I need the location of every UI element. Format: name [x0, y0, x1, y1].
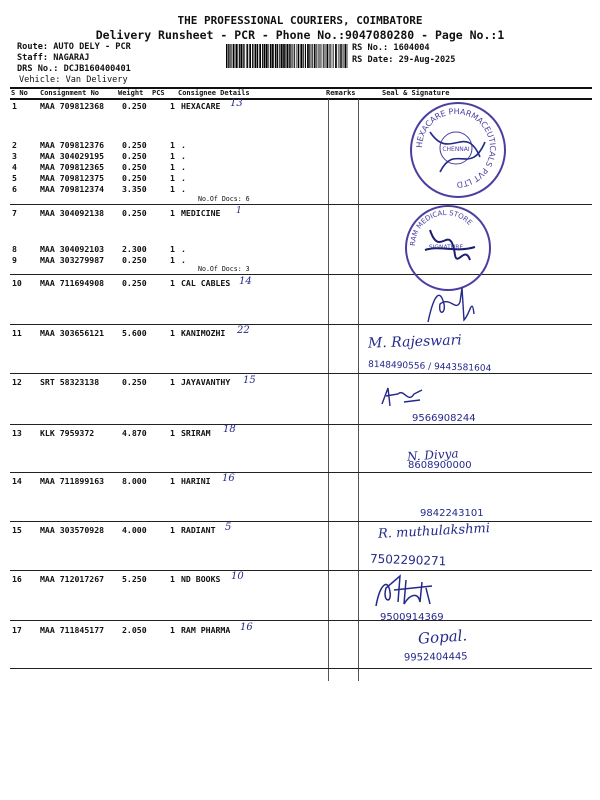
barcode-bar — [235, 44, 236, 68]
signature-row-17: Gopal. — [417, 626, 468, 648]
seal-text: RAM MEDICAL STORE — [408, 208, 474, 247]
pcs: 1 — [170, 328, 175, 338]
seal-center-text: CHENNAI — [442, 146, 470, 153]
consignee-name: RAM PHARMA — [181, 625, 231, 635]
barcode-bar — [329, 44, 330, 68]
weight: 4.000 — [122, 525, 147, 535]
handwritten-count: 1 — [236, 206, 242, 216]
handwritten-count: 18 — [223, 424, 236, 435]
pcs: 1 — [170, 255, 175, 265]
row-8: 8 — [12, 244, 17, 254]
consignment-no: MAA 304092138 — [40, 208, 105, 218]
weight: 0.250 — [122, 162, 147, 172]
row-14: 14 — [12, 476, 22, 486]
row-12: 12 — [12, 377, 22, 387]
col-sno: S No — [11, 89, 28, 97]
row-1: 1 — [12, 101, 17, 111]
handwritten-count: 16 — [240, 622, 253, 633]
row-divider — [10, 324, 592, 325]
barcode-bar — [347, 44, 348, 68]
pcs: 1 — [170, 184, 175, 194]
barcode-bar — [338, 44, 339, 68]
barcode-bar — [341, 44, 342, 68]
route: Route: AUTO DELY - PCR — [17, 42, 131, 52]
barcode-bar — [246, 44, 247, 68]
weight: 0.250 — [122, 140, 147, 150]
row-10: 10 — [12, 278, 22, 288]
pcs: 1 — [170, 625, 175, 635]
consignee-name: . — [181, 162, 186, 172]
barcode-bar — [312, 44, 313, 68]
barcode-bar — [323, 44, 324, 68]
barcode-bar — [277, 44, 278, 68]
pcs: 1 — [170, 101, 175, 111]
consignee-name: KANIMOZHI — [181, 328, 226, 338]
pcs: 1 — [170, 278, 175, 288]
company-title: THE PROFESSIONAL COURIERS, COIMBATORE — [177, 14, 423, 27]
handwritten-count: 22 — [237, 325, 250, 336]
weight: 0.250 — [122, 208, 147, 218]
barcode-bar — [333, 44, 334, 68]
signature-scribble — [420, 284, 480, 328]
no-of-docs: No.Of Docs: 6 — [198, 195, 250, 203]
svg-text:RAM MEDICAL STORE — [409, 209, 474, 246]
seal-center-text: SIGNATURE — [428, 244, 464, 251]
consignment-no: MAA 709812374 — [40, 184, 105, 194]
phone-row-17: 9952404445 — [403, 651, 468, 664]
consignee-name: . — [181, 151, 186, 161]
col-consignee: Consignee Details — [178, 89, 250, 97]
row-divider — [10, 570, 592, 571]
weight: 0.250 — [122, 255, 147, 265]
pcs: 1 — [170, 208, 175, 218]
row-divider — [10, 373, 592, 374]
pcs: 1 — [170, 476, 175, 486]
pcs: 1 — [170, 428, 175, 438]
drs-number: DRS No.: DCJB160400401 — [17, 64, 131, 74]
row-divider — [10, 472, 592, 473]
rs-number: RS No.: 1604004 — [352, 43, 430, 53]
barcode — [226, 44, 348, 68]
consignment-no: MAA 709812368 — [40, 101, 105, 111]
barcode-bar — [244, 44, 245, 68]
consignment-no: MAA 709812375 — [40, 173, 105, 183]
col-seal: Seal & Signature — [382, 89, 450, 97]
pcs: 1 — [170, 574, 175, 584]
handwritten-count: 5 — [225, 522, 232, 533]
weight: 2.050 — [122, 625, 147, 635]
consignment-no: MAA 304092103 — [40, 244, 105, 254]
barcode-bar — [300, 44, 302, 68]
barcode-bar — [229, 44, 230, 68]
consignee-name: ND BOOKS — [181, 574, 221, 584]
barcode-bar — [240, 44, 242, 68]
phone-row-12: 9566908244 — [412, 413, 476, 424]
weight: 0.250 — [122, 173, 147, 183]
remarks-left-rule — [328, 99, 329, 681]
barcode-bar — [243, 44, 244, 68]
consignee-name: CAL CABLES — [181, 278, 231, 288]
barcode-bar — [303, 44, 304, 68]
barcode-bar — [327, 44, 329, 68]
row-7: 7 — [12, 208, 17, 218]
seal-text: HEXACARE PHARMACEUTICALS PVT LTD — [414, 106, 498, 190]
pcs: 1 — [170, 244, 175, 254]
barcode-bar — [335, 44, 337, 68]
barcode-bar — [281, 44, 283, 68]
col-weight: Weight — [118, 89, 144, 97]
consignment-no: SRT 58323138 — [40, 377, 100, 387]
pcs: 1 — [170, 173, 175, 183]
pcs: 1 — [170, 162, 175, 172]
consignment-no: MAA 303656121 — [40, 328, 105, 338]
barcode-bar — [259, 44, 261, 68]
barcode-bar — [318, 44, 319, 68]
remarks-right-rule — [358, 99, 359, 681]
weight: 2.300 — [122, 244, 147, 254]
barcode-bar — [344, 44, 345, 68]
weight: 0.250 — [122, 151, 147, 161]
row-9: 9 — [12, 255, 17, 265]
signature-row-16 — [370, 572, 442, 612]
pcs: 1 — [170, 140, 175, 150]
consignee-name: . — [181, 140, 186, 150]
barcode-bar — [236, 44, 238, 68]
phone-row-15: 7502290271 — [369, 551, 447, 569]
weight: 5.250 — [122, 574, 147, 584]
consignee-name: . — [181, 173, 186, 183]
barcode-bar — [314, 44, 315, 68]
signature-row-11: M. Rajeswari — [367, 332, 463, 352]
signature-row-15: R. muthulakshmi — [377, 521, 491, 542]
barcode-bar — [255, 44, 256, 68]
phone-row-14b: 9842243101 — [420, 508, 484, 519]
barcode-bar — [332, 44, 333, 68]
weight: 0.250 — [122, 278, 147, 288]
row-divider — [10, 521, 592, 522]
handwritten-count: 14 — [239, 276, 252, 287]
barcode-bar — [230, 44, 231, 68]
row-13: 13 — [12, 428, 22, 438]
barcode-bar — [268, 44, 269, 68]
row-6: 6 — [12, 184, 17, 194]
row-divider — [10, 668, 592, 669]
barcode-bar — [233, 44, 235, 68]
consignee-name: HEXACARE — [181, 101, 221, 111]
barcode-bar — [257, 44, 259, 68]
consignee-name: MEDICINE — [181, 208, 221, 218]
barcode-bar — [298, 44, 300, 68]
barcode-bar — [294, 44, 295, 68]
barcode-bar — [307, 44, 309, 68]
barcode-bar — [322, 44, 323, 68]
barcode-bar — [285, 44, 286, 68]
consignment-no: KLK 7959372 — [40, 428, 95, 438]
consignment-no: MAA 712017267 — [40, 574, 105, 584]
row-5: 5 — [12, 173, 17, 183]
col-pcs: PCS — [152, 89, 165, 97]
weight: 5.600 — [122, 328, 147, 338]
barcode-bar — [272, 44, 274, 68]
col-remarks: Remarks — [326, 89, 356, 97]
store-seal-stamp — [405, 205, 491, 291]
consignment-no: MAA 711899163 — [40, 476, 105, 486]
row-3: 3 — [12, 151, 17, 161]
barcode-bar — [315, 44, 316, 68]
barcode-bar — [290, 44, 291, 68]
consignment-no: MAA 711845177 — [40, 625, 105, 635]
company-seal-stamp — [410, 102, 506, 198]
consignee-name: SRIRAM — [181, 428, 211, 438]
barcode-bar — [340, 44, 341, 68]
row-4: 4 — [12, 162, 17, 172]
weight: 8.000 — [122, 476, 147, 486]
barcode-bar — [345, 44, 347, 68]
staff: Staff: NAGARAJ — [17, 53, 90, 63]
row-2: 2 — [12, 140, 17, 150]
handwritten-count: 16 — [222, 473, 235, 484]
pcs: 1 — [170, 525, 175, 535]
barcode-bar — [305, 44, 306, 68]
row-15: 15 — [12, 525, 22, 535]
barcode-bar — [226, 44, 227, 68]
row-11: 11 — [12, 328, 22, 338]
barcode-bar — [252, 44, 253, 68]
consignee-name: . — [181, 244, 186, 254]
barcode-bar — [296, 44, 297, 68]
barcode-bar — [254, 44, 255, 68]
barcode-bar — [320, 44, 321, 68]
barcode-bar — [289, 44, 290, 68]
consignment-no: MAA 303279987 — [40, 255, 105, 265]
weight: 3.350 — [122, 184, 147, 194]
barcode-bar — [275, 44, 277, 68]
barcode-bar — [279, 44, 280, 68]
barcode-bar — [309, 44, 310, 68]
handwritten-count: 10 — [231, 571, 244, 582]
pcs: 1 — [170, 151, 175, 161]
row-16: 16 — [12, 574, 22, 584]
barcode-bar — [319, 44, 320, 68]
barcode-bar — [292, 44, 293, 68]
barcode-bar — [283, 44, 285, 68]
handwritten-count: 13 — [230, 98, 243, 109]
consignee-name: HARINI — [181, 476, 211, 486]
weight: 0.250 — [122, 101, 147, 111]
phone-row-11: 8148490556 / 9443581604 — [367, 359, 492, 375]
phone-row-16: 9500914369 — [380, 612, 444, 623]
barcode-bar — [264, 44, 266, 68]
barcode-bar — [247, 44, 248, 68]
consignee-name: . — [181, 184, 186, 194]
pcs: 1 — [170, 377, 175, 387]
barcode-bar — [262, 44, 263, 68]
row-divider — [10, 274, 592, 275]
barcode-bar — [286, 44, 288, 68]
weight: 4.870 — [122, 428, 147, 438]
row-divider — [10, 424, 592, 425]
rs-date: RS Date: 29-Aug-2025 — [352, 55, 456, 65]
consignment-no: MAA 711694908 — [40, 278, 105, 288]
row-17: 17 — [12, 625, 22, 635]
barcode-bar — [249, 44, 251, 68]
consignee-name: . — [181, 255, 186, 265]
handwritten-count: 15 — [243, 375, 256, 386]
consignment-no: MAA 304029195 — [40, 151, 105, 161]
no-of-docs: No.Of Docs: 3 — [198, 265, 250, 273]
runsheet-title: Delivery Runsheet - PCR - Phone No.:9047080280 - Page No.:1 — [95, 28, 505, 42]
weight: 0.250 — [122, 377, 147, 387]
consignee-name: RADIANT — [181, 525, 216, 535]
consignment-no: MAA 303570928 — [40, 525, 105, 535]
col-consignment: Consignment No — [40, 89, 100, 97]
barcode-bar — [239, 44, 240, 68]
barcode-bar — [228, 44, 229, 68]
consignee-name: JAYAVANTHY — [181, 377, 231, 387]
consignment-no: MAA 709812376 — [40, 140, 105, 150]
phone-row-14a: 8608900000 — [408, 460, 472, 471]
row-divider — [10, 204, 592, 205]
consignment-no: MAA 709812365 — [40, 162, 105, 172]
barcode-bar — [270, 44, 272, 68]
barcode-bar — [266, 44, 268, 68]
vehicle: Vehicle: Van Delivery — [19, 75, 128, 85]
barcode-bar — [326, 44, 327, 68]
header-line-bottom — [10, 98, 592, 100]
signature-row-12 — [378, 384, 428, 410]
signature-row-14: N. Divya — [406, 446, 459, 464]
row-divider — [10, 620, 592, 621]
